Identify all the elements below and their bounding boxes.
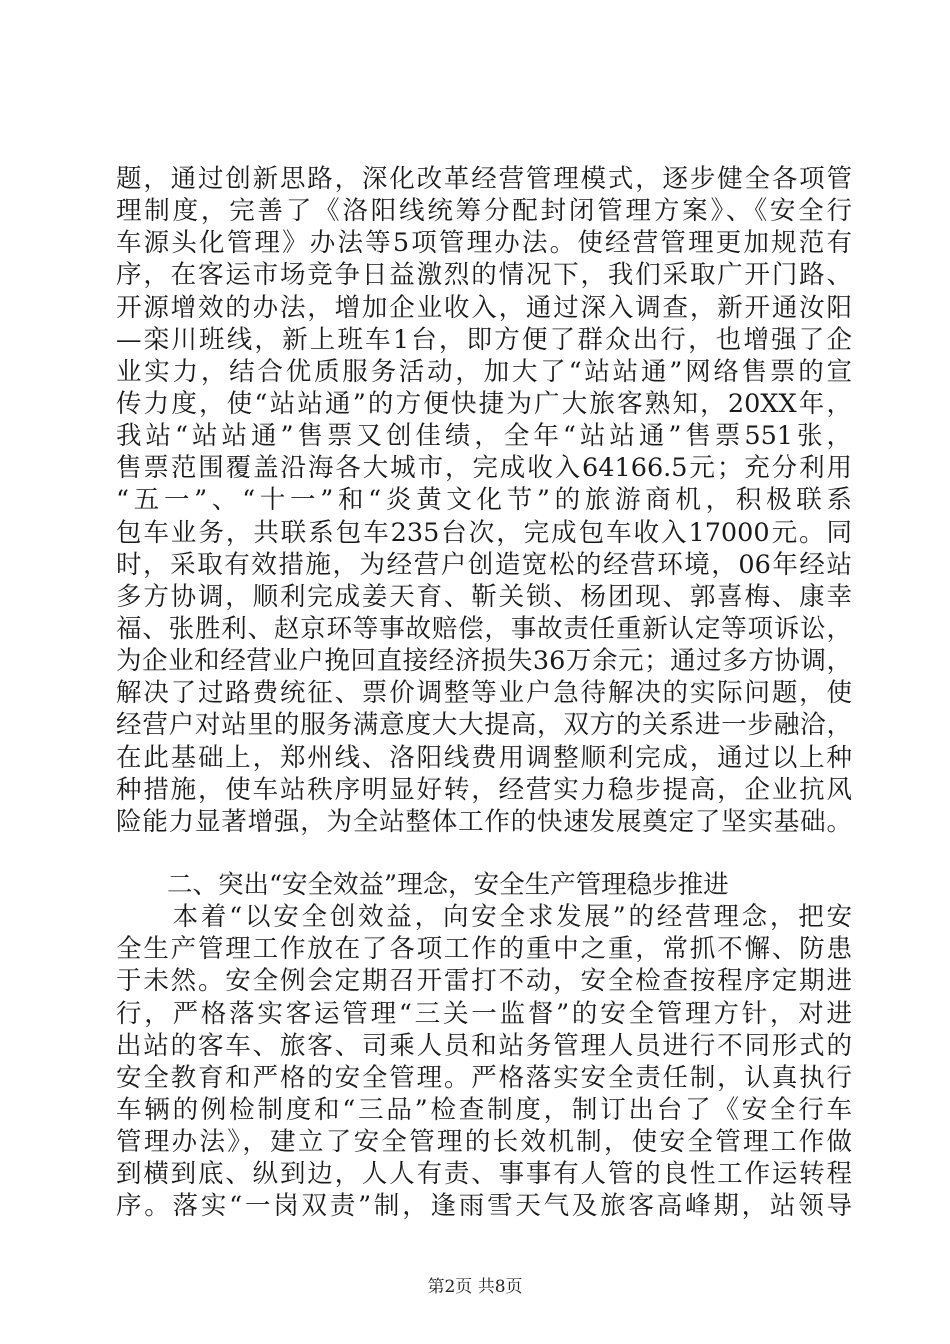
text-line: 包车业务，共联系包车235台次，完成包车收入17000元。同 bbox=[116, 517, 852, 548]
paragraph-2 bbox=[116, 901, 852, 1222]
text-line: 福、张胜利、赵京环等事故赔偿，事故责任重新认定等项诉讼， bbox=[116, 613, 852, 644]
text-line: 于未然。安全例会定期召开雷打不动，安全检查按程序定期进 bbox=[116, 966, 852, 997]
text-line: 到横到底、纵到边，人人有责、事事有人管的良性工作运转程 bbox=[116, 1159, 852, 1190]
text-line: 多方协调，顺利完成姜天育、靳关锁、杨团现、郭喜梅、康幸 bbox=[116, 581, 852, 612]
text-line: 本着“以安全创效益，向安全求发展”的经营理念，把安 bbox=[116, 902, 852, 933]
text-line: “五一”、“十一”和“炎黄文化节”的旅游商机，积极联系 bbox=[116, 485, 852, 516]
text-line: 种措施，使车站秩序明显好转，经营实力稳步提高，企业抗风 bbox=[116, 774, 852, 805]
text-line: 行，严格落实客运管理“三关一监督”的安全管理方针，对进 bbox=[116, 998, 852, 1029]
section-heading: 二、突出“安全效益”理念，安全生产管理稳步推进 bbox=[116, 869, 729, 900]
text-line: 全生产管理工作放在了各项工作的重中之重，常抓不懈、防患 bbox=[116, 934, 852, 965]
text-line: 售票范围覆盖沿海各大城市，完成收入64166.5元；充分利用 bbox=[116, 453, 852, 484]
text-line: 出站的客车、旅客、司乘人员和站务管理人员进行不同形式的 bbox=[116, 1030, 852, 1061]
text-line: 时，采取有效措施，为经营户创造宽松的经营环境，06年经站 bbox=[116, 549, 852, 580]
paragraph-1 bbox=[116, 163, 852, 838]
text-line: 车源头化管理》办法等5项管理办法。使经营管理更加规范有 bbox=[116, 228, 852, 259]
text-line: 我站“站站通”售票又创佳绩，全年“站站通”售票551张， bbox=[116, 421, 852, 452]
text-line: 题，通过创新思路，深化改革经营管理模式，逐步健全各项管 bbox=[116, 164, 852, 194]
text-line: —栾川班线，新上班车1台，即方便了群众出行，也增强了企 bbox=[116, 324, 852, 355]
text-line: 在此基础上，郑州线、洛阳线费用调整顺利完成，通过以上种 bbox=[116, 742, 852, 773]
body-text bbox=[116, 163, 852, 1223]
text-line: 理制度，完善了《洛阳线统筹分配封闭管理方案》、《安全行 bbox=[116, 196, 852, 227]
text-line: 解决了过路费统征、票价调整等业户急待解决的实际问题，使 bbox=[116, 678, 852, 709]
text-line: 序。落实“一岗双责”制，逢雨雪天气及旅客高峰期，站领导 bbox=[116, 1191, 852, 1222]
text-line: 传力度，使“站站通”的方便快捷为广大旅客熟知，20XX年， bbox=[116, 388, 852, 419]
text-line: 为企业和经营业户挽回直接经济损失36万余元；通过多方协调， bbox=[116, 646, 852, 677]
text-line: 管理办法》，建立了安全管理的长效机制，使安全管理工作做 bbox=[116, 1127, 852, 1158]
page-footer: 第2页 共8页 bbox=[427, 1277, 523, 1297]
text-line: 经营户对站里的服务满意度大大提高，双方的关系进一步融洽， bbox=[116, 710, 852, 741]
text-line: 险能力显著增强，为全站整体工作的快速发展奠定了坚实基础。 bbox=[116, 806, 852, 837]
text-line: 业实力，结合优质服务活动，加大了“站站通”网络售票的宣 bbox=[116, 356, 852, 387]
text-line: 车辆的例检制度和“三品”检查制度，制订出台了《安全行车 bbox=[116, 1094, 852, 1125]
text-line: 安全教育和严格的安全管理。严格落实安全责任制，认真执行 bbox=[116, 1062, 852, 1093]
text-line: 开源增效的办法，增加企业收入，通过深入调查，新开通汝阳 bbox=[116, 292, 852, 323]
paragraph-spacer bbox=[116, 838, 852, 869]
text-line: 序，在客运市场竞争日益激烈的情况下，我们采取广开门路、 bbox=[116, 260, 852, 291]
